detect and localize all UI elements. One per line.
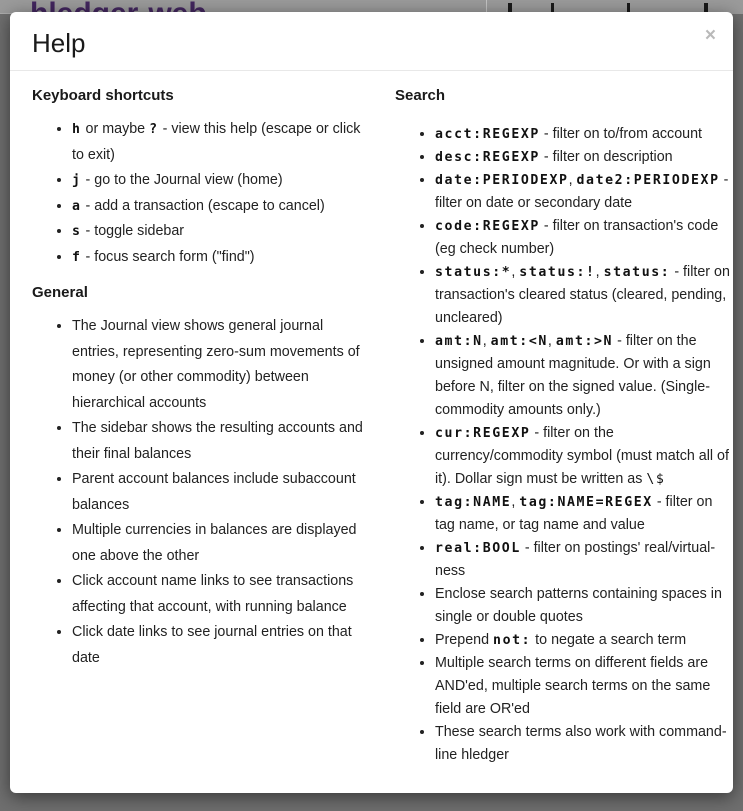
help-list-item (435, 422, 733, 491)
text-segment: Prepend (435, 632, 494, 648)
help-list-item (72, 518, 367, 569)
text-segment: , (482, 333, 491, 349)
text-segment: - filter on to/from account (539, 126, 703, 142)
mono-term: \$ (646, 472, 666, 487)
help-list-item (72, 219, 367, 245)
text-segment: - toggle sidebar (81, 223, 185, 239)
help-list-item (435, 169, 733, 215)
help-list-item (72, 416, 367, 467)
help-list-item (435, 261, 733, 330)
close-icon[interactable]: × (704, 25, 716, 46)
code-term: h (72, 122, 82, 137)
code-term: cur:REGEXP (435, 426, 531, 441)
code-term: amt:<N (490, 334, 548, 349)
section-heading: General (32, 284, 88, 301)
code-term: acct:REGEXP (435, 127, 540, 142)
left-column (32, 87, 367, 767)
help-list-item (72, 620, 367, 671)
help-columns (32, 87, 733, 767)
section-heading: Keyboard shortcuts (32, 87, 174, 104)
help-list-item (435, 652, 733, 721)
code-term: amt:N (435, 334, 483, 349)
code-term: status: (603, 265, 671, 280)
help-list-item (435, 629, 733, 652)
text-segment: - filter on the unsigned amount magnitude. Or with a sign before N, filter on the signed value. (Single-commodity amounts only.) (435, 333, 711, 418)
text-segment: - filter on description (539, 149, 673, 165)
text-segment: , (568, 172, 577, 188)
text-segment: , (595, 264, 604, 280)
right-column (395, 87, 733, 767)
help-list-item (72, 569, 367, 620)
text-segment: These search terms also work with command-line hledger (435, 724, 727, 763)
help-list-item (435, 491, 733, 537)
code-term: amt:>N (555, 334, 614, 349)
help-list-item (72, 194, 367, 220)
code-term: s (72, 224, 82, 239)
code-term: date2:PERIODEXP (576, 173, 720, 188)
text-segment: Click account name links to see transactions affecting that account, with running balance (72, 573, 354, 615)
code-term: status:! (519, 265, 596, 280)
code-term: j (72, 173, 82, 188)
help-list (32, 117, 367, 270)
modal-body (10, 71, 733, 767)
help-modal (10, 12, 733, 793)
text-segment: Multiple currencies in balances are displayed one above the other (72, 522, 357, 564)
code-term: date:PERIODEXP (435, 173, 569, 188)
help-list-item (72, 467, 367, 518)
help-list-item (72, 314, 367, 416)
text-segment: - filter on date or secondary date (435, 172, 729, 211)
code-term: code:REGEXP (435, 219, 540, 234)
code-term: tag:NAME (435, 495, 512, 510)
text-segment: to negate a search term (531, 632, 687, 648)
help-list-item (435, 721, 733, 767)
code-term: desc:REGEXP (435, 150, 540, 165)
text-segment: The Journal view shows general journal entries, representing zero-sum movements of money (or other commodity) between hierarchical accounts (72, 318, 360, 411)
section-heading: Search (395, 87, 446, 104)
text-segment: - filter on the currency/commodity symbol (must match all of it). Dollar sign must be written as (435, 425, 729, 487)
text-segment: - go to the Journal view (home) (81, 172, 283, 188)
text-segment: , (511, 264, 520, 280)
code-term: status:* (435, 265, 512, 280)
help-list (32, 314, 367, 671)
help-list-item (435, 123, 733, 146)
code-term: real:BOOL (435, 541, 521, 556)
text-segment: or maybe (81, 121, 150, 137)
text-segment: - filter on transaction's code (eg check number) (435, 218, 719, 257)
modal-title: Help (32, 28, 86, 58)
help-list-item (435, 583, 733, 629)
code-term: tag:NAME=REGEX (519, 495, 653, 510)
modal-header (10, 12, 733, 71)
text-segment: - filter on postings' real/virtual-ness (435, 540, 716, 579)
text-segment: - filter on transaction's cleared status (cleared, pending, uncleared) (435, 264, 730, 326)
text-segment: , (547, 333, 556, 349)
code-term: not: (493, 633, 532, 648)
text-segment: - add a transaction (escape to cancel) (81, 197, 325, 214)
text-segment: The sidebar shows the resulting accounts and their final balances (72, 420, 363, 462)
text-segment: Click date links to see journal entries on that date (72, 624, 352, 666)
text-segment: , (511, 494, 520, 510)
help-list-item (72, 117, 367, 168)
text-segment: - focus search form ("find") (81, 248, 255, 265)
help-list-item (435, 330, 733, 422)
text-segment: Multiple search terms on different fields are AND'ed, multiple search terms on the same field are OR'ed (435, 655, 711, 717)
help-list-item (72, 245, 367, 271)
text-segment: - filter on tag name, or tag name and value (435, 494, 713, 533)
code-term: a (72, 198, 82, 214)
help-list-item (435, 146, 733, 169)
text-segment: Enclose search patterns containing spaces in single or double quotes (435, 586, 722, 625)
code-term: ? (149, 122, 159, 137)
help-list-item (435, 215, 733, 261)
help-list-item (435, 537, 733, 583)
code-term: f (72, 249, 82, 265)
text-segment: - view this help (escape or click to exit) (72, 121, 361, 163)
help-list (395, 123, 733, 767)
help-list-item (72, 168, 367, 194)
text-segment: Parent account balances include subaccount balances (72, 471, 356, 513)
